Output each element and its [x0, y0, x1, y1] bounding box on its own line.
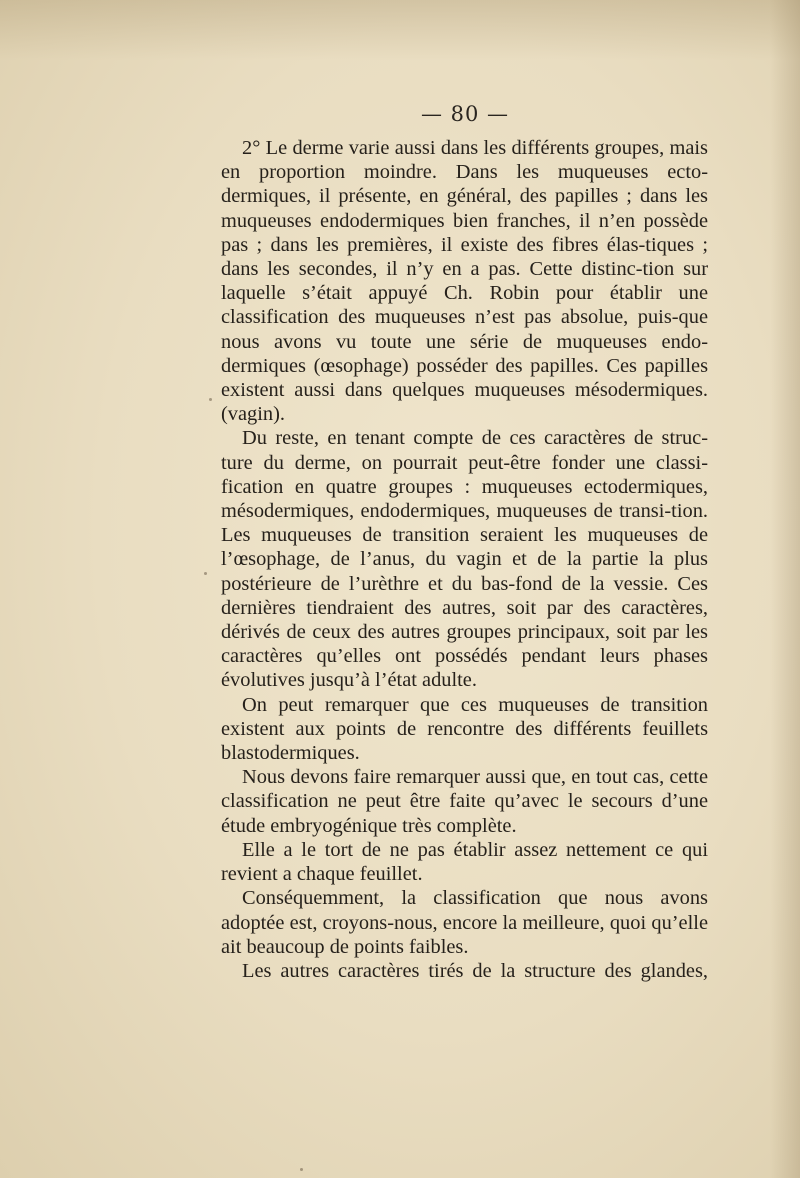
paragraph-6: Conséquemment, la classification que nous avons adoptée est, croyons-nous, encore la meilleure, quoi qu’elle ait beaucoup de points faibles.: [221, 887, 708, 958]
paragraph-1: 2° Le derme varie aussi dans les différents groupes, mais en proportion moindre. Dans les muqueuses ecto-dermiques, il présente, en général, des papilles ; dans les muqueuses endodermiques bien franches, il n’en possède pas ; dans les premières, il existe des fibres élas-tiques ; dans les secondes, il n’y en a pas. Cette distinc-tion sur laquelle s’était appuyé Ch. Robin pour établir une classification des muqueuses n’est pas absolue, puis-que nous avons vu toute une série de muqueuses endo-dermiques (œsophage) posséder des papilles. Ces papilles existent aussi dans quelques muqueuses mésodermiques. (vagin).: [221, 137, 708, 426]
paragraph-2: Du reste, en tenant compte de ces caractères de struc-ture du derme, on pourrait peut-être fonder une classi-fication en quatre groupes : muqueuses ectodermiques, mésodermiques, endodermiques, muqueuses de transi-tion. Les muqueuses de transition seraient les muqueuses de l’œsophage, de l’anus, du vagin et de la partie la plus postérieure de l’urèthre et du bas-fond de la vessie. Ces dernières tiendraient des autres, soit par des caractères, dérivés de ceux des autres groupes principaux, soit par les caractères qu’elles ont possédés pendant leurs phases évolutives jusqu’à l’état adulte.: [221, 427, 708, 692]
paragraph-5: Elle a le tort de ne pas établir assez nettement ce qui revient a chaque feuillet.: [221, 838, 708, 886]
page-edge-shadow-right: [770, 0, 800, 1178]
paper-speck: [204, 572, 207, 575]
paragraph-7: Les autres caractères tirés de la structure des glandes,: [242, 959, 708, 982]
paper-speck: [300, 1168, 303, 1171]
page-edge-shadow-top: [0, 0, 800, 60]
body-text: [221, 136, 708, 983]
paragraph-3: On peut remarquer que ces muqueuses de transition existent aux points de rencontre des différents feuillets blastodermiques.: [221, 693, 708, 765]
page-number: — 80 —: [420, 102, 510, 126]
paper-speck: [209, 398, 212, 401]
paragraph-4: Nous devons faire remarquer aussi que, en tout cas, cette classification ne peut être faite qu’avec le secours d’une étude embryogénique très complète.: [221, 766, 708, 837]
